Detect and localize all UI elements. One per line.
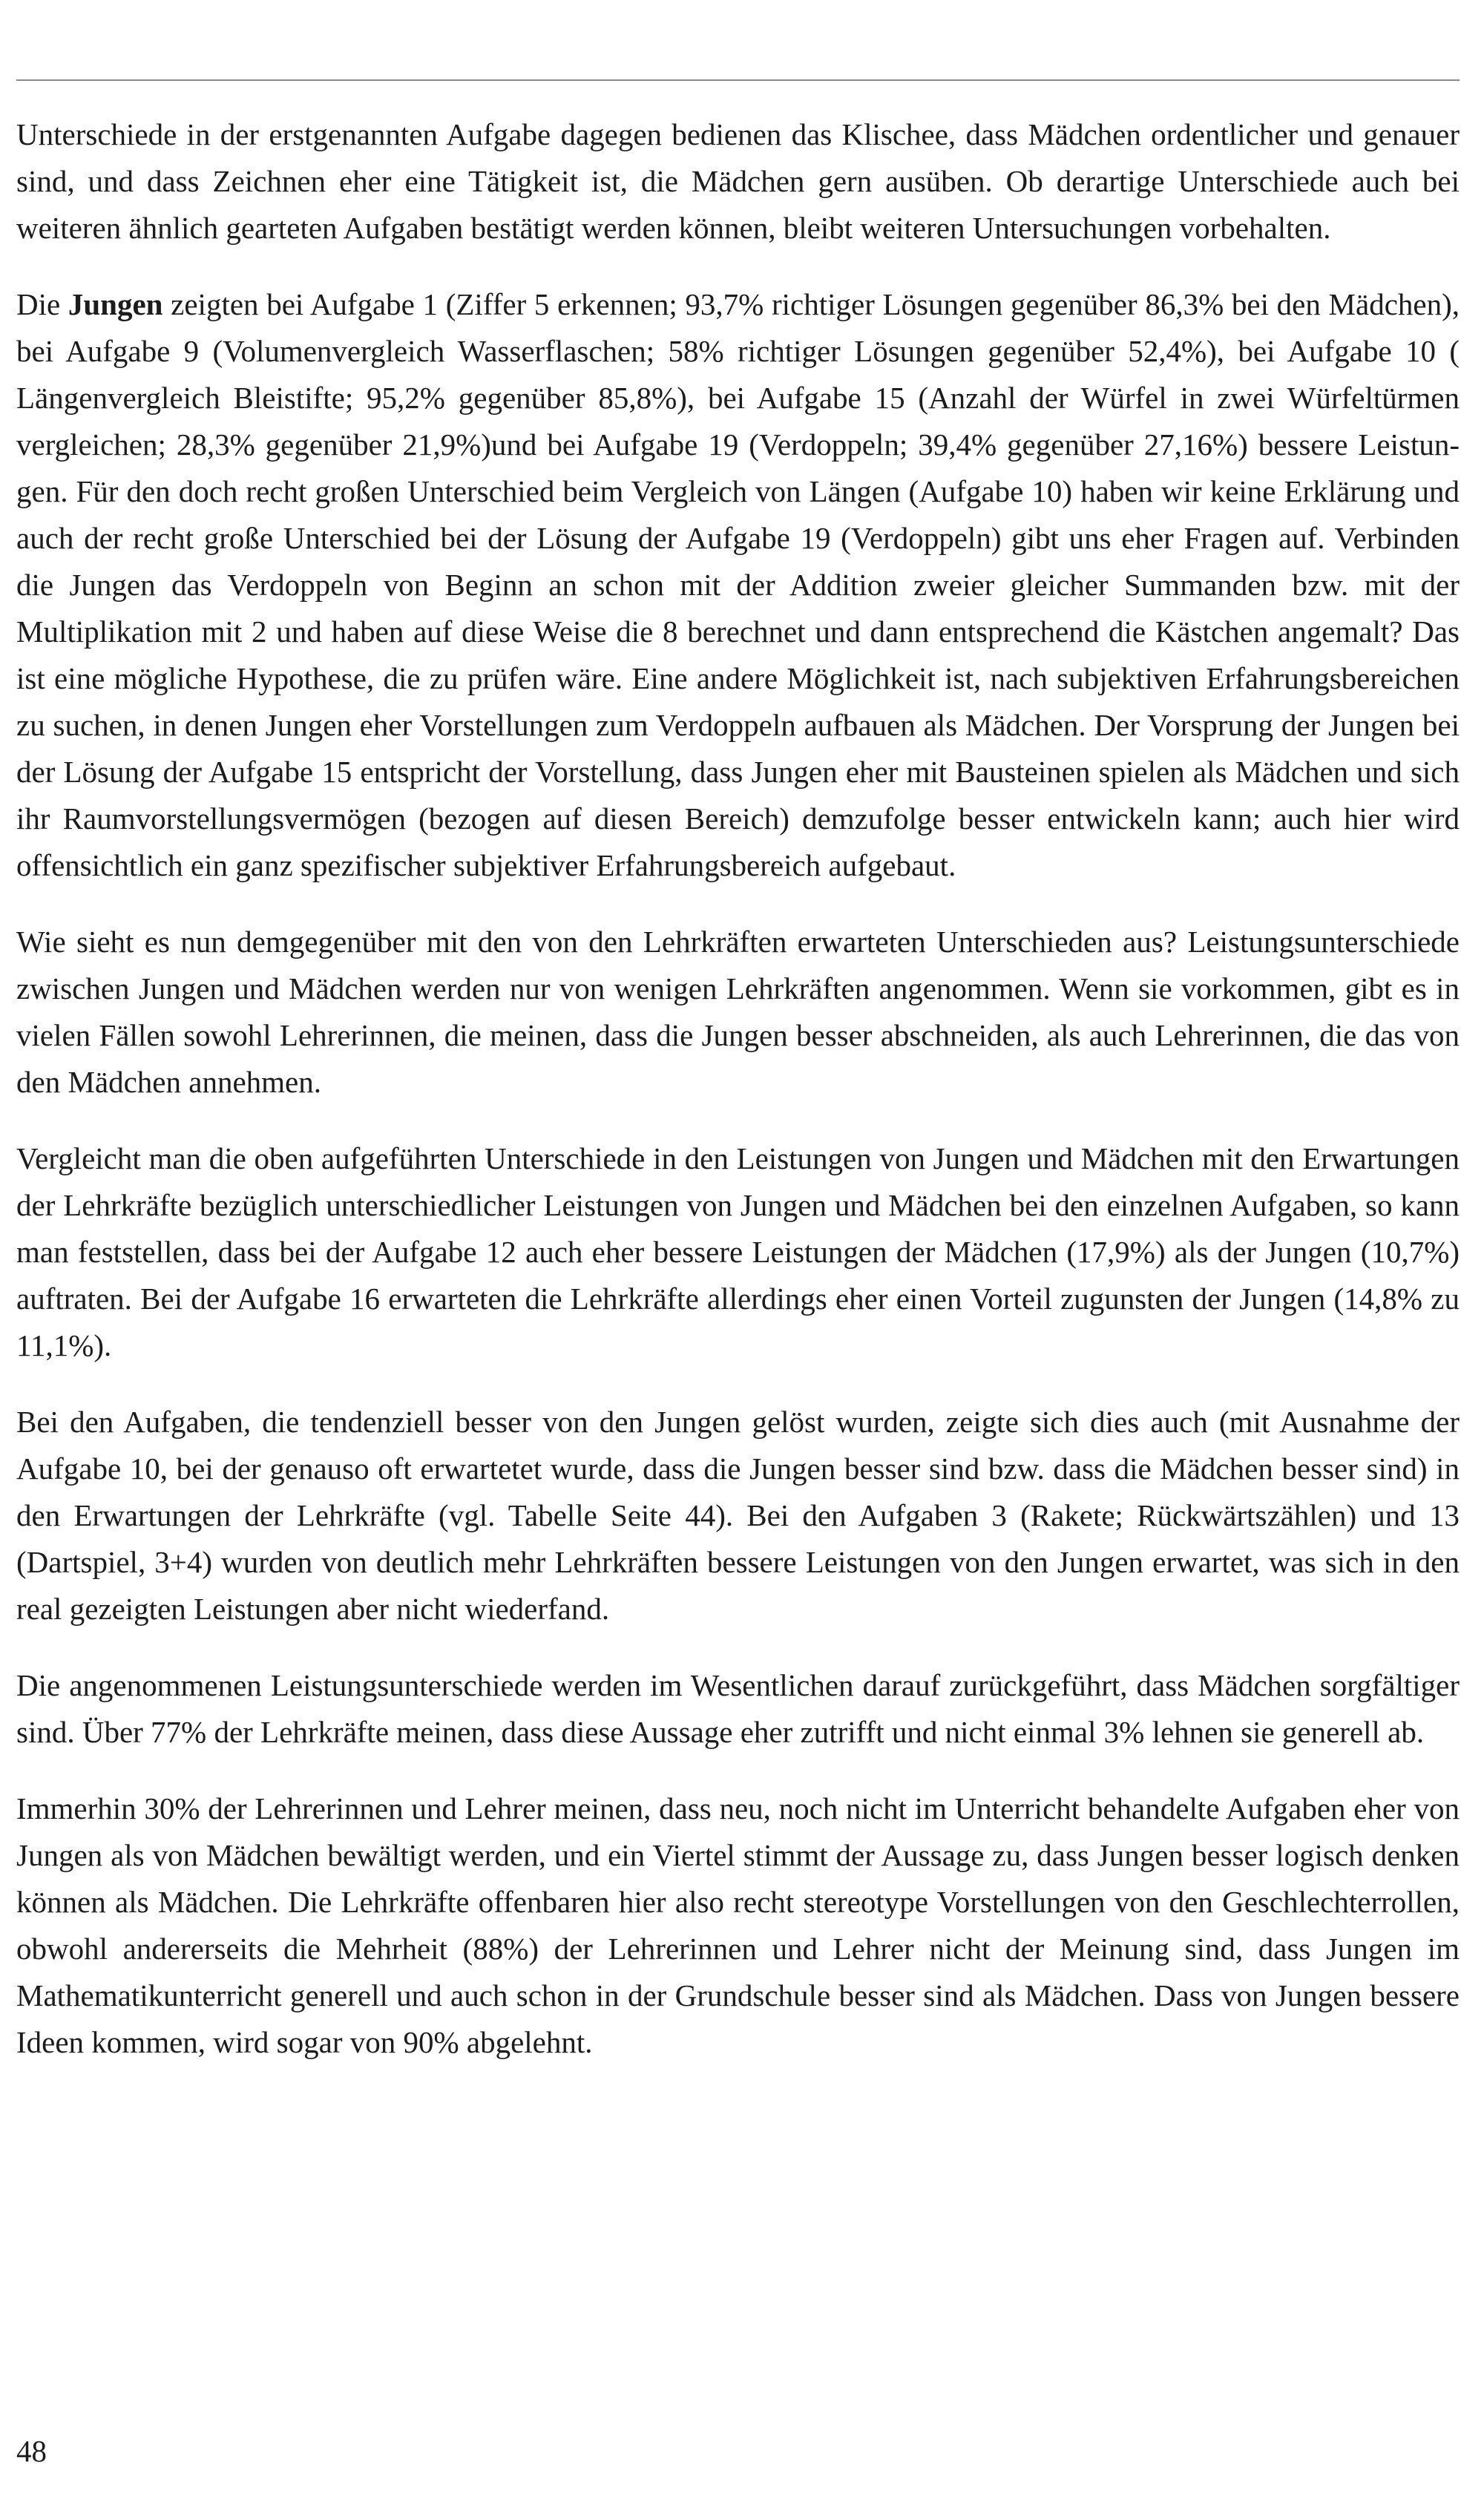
paragraph-2 bbox=[16, 281, 1460, 889]
page-number: 48 bbox=[16, 2434, 47, 2468]
paragraph-2-bold-term: Jungen bbox=[68, 287, 163, 321]
paragraph-2-lead: Die bbox=[16, 287, 68, 321]
paragraph-6: Die angenommenen Leistungsunterschiede werden im Wesentlichen darauf zurückgeführt, dass Mädchen sorgfältiger sind. Über 77% der Lehrkräfte meinen, dass diese Aussage eher zutrifft und nicht einmal 3% lehnen sie generell ab. bbox=[16, 1668, 1460, 1749]
header-rule bbox=[16, 79, 1460, 81]
paragraph-3: Wie sieht es nun demgegenüber mit den von den Lehrkräften erwarteten Unterschieden aus? Leistungsunterschiede zwischen Jungen und Mädchen werden nur von wenigen Lehrkräften angenommen. Wenn sie vorkommen, gibt es in vielen Fällen sowohl Lehrerinnen, die meinen, dass die Jungen besser abschneiden, als auch Lehrerinnen, die das von den Mädchen annehmen. bbox=[16, 925, 1460, 1099]
paragraph-4: Vergleicht man die oben aufgeführten Unterschiede in den Leistungen von Jungen und Mädchen mit den Erwartungen der Lehrkräfte bezüglich unterschiedlicher Leistungen von Jungen und Mädchen bei den einzelnen Aufgaben, so kann man feststellen, dass bei der Aufgabe 12 auch eher bessere Leistungen der Mädchen (17,9%) als der Jungen (10,7%) auftraten. Bei der Aufgabe 16 erwarteten die Lehrkräfte allerdings eher einen Vorteil zugunsten der Jungen (14,8% zu 11,1%). bbox=[16, 1141, 1460, 1362]
paragraph-1: Unterschiede in der erstgenannten Aufgabe dagegen bedienen das Klischee, dass Mädchen ordentlicher und genauer sind, und dass Zeichnen eher eine Tätigkeit ist, die Mädchen gern ausüben. Ob derartige Unterschiede auch bei weiteren ähnlich gearteten Aufgaben bestätigt werden können, bleibt weiteren Untersuchungen vorbehalten. bbox=[16, 117, 1460, 245]
paragraph-7: Immerhin 30% der Lehrerinnen und Lehrer meinen, dass neu, noch nicht im Unterricht behandelte Aufgaben eher von Jungen als von Mädchen bewältigt werden, und ein Viertel stimmt der Aussage zu, dass Jungen besser logisch denken können als Mädchen. Die Lehrkräfte offenbaren hier also recht stereotype Vorstellungen von den Geschlechterrollen, obwohl andererseits die Mehrheit (88%) der Lehrerinnen und Lehrer nicht der Meinung sind, dass Jungen im Mathematikunterricht generell und auch schon in der Grundschule besser sind als Mädchen. Dass von Jungen bessere Ideen kommen, wird sogar von 90% abgelehnt. bbox=[16, 1791, 1460, 2059]
paragraph-5: Bei den Aufgaben, die tendenziell besser von den Jungen gelöst wurden, zeigte sich dies auch (mit Ausnahme der Aufgabe 10, bei der genauso oft erwartetet wurde, dass die Jungen besser sind bzw. dass die Mädchen besser sind) in den Erwartungen der Lehrkräfte (vgl. Tabelle Seite 44). Bei den Aufgaben 3 (Rakete; Rückwärtszählen) und 13 (Dartspiel, 3+4) wurden von deutlich mehr Lehrkräften bessere Leistungen von den Jungen erwartet, was sich in den real gezeigten Leistungen aber nicht wiederfand. bbox=[16, 1405, 1460, 1626]
paragraph-2-text: zeigten bei Aufgabe 1 (Ziffer 5 erkennen; 93,7% richtiger Lösungen gegenüber 86,3% bei den Mädchen), bei Aufgabe 9 (Volumenvergleich Wasserflaschen; 58% richtiger Lösungen gegenüber 52,4%), bei Aufgabe 10 ( Längenvergleich Bleistifte; 95,2% gegenüber 85,8%), bei Aufgabe 15 (Anzahl der Würfel in zwei Würfeltürmen vergleichen; 28,3% gegenüber 21,9%)und bei Aufgabe 19 (Verdoppeln; 39,4% gegenüber 27,16%) bessere Leistungen. Für den doch recht großen Unterschied beim Vergleich von Längen (Aufgabe 10) haben wir keine Erklärung und auch der recht große Unterschied bei der Lösung der Aufgabe 19 (Verdoppeln) gibt uns eher Fragen auf. Verbinden die Jungen das Verdoppeln von Beginn an schon mit der Addition zweier gleicher Summanden bzw. mit der Multiplikation mit 2 und haben auf diese Weise die 8 berechnet und dann entsprechend die Kästchen angemalt? Das ist eine mögliche Hypothese, die zu prüfen wäre. Eine andere Möglichkeit ist, nach subjektiven Erfahrungsbereichen zu suchen, in denen Jungen eher Vorstellungen zum Verdoppeln aufbauen als Mädchen. Der Vorsprung der Jungen bei der Lösung der Aufgabe 15 entspricht der Vorstellung, dass Jungen eher mit Bausteinen spielen als Mädchen und sich ihr Raumvorstellungsvermögen (bezogen auf diesen Bereich) demzufolge besser entwickeln kann; auch hier wird offensichtlich ein ganz spezifischer subjektiver Erfahrungsbereich aufgebaut. bbox=[16, 287, 1460, 882]
page-body bbox=[16, 111, 1460, 2096]
